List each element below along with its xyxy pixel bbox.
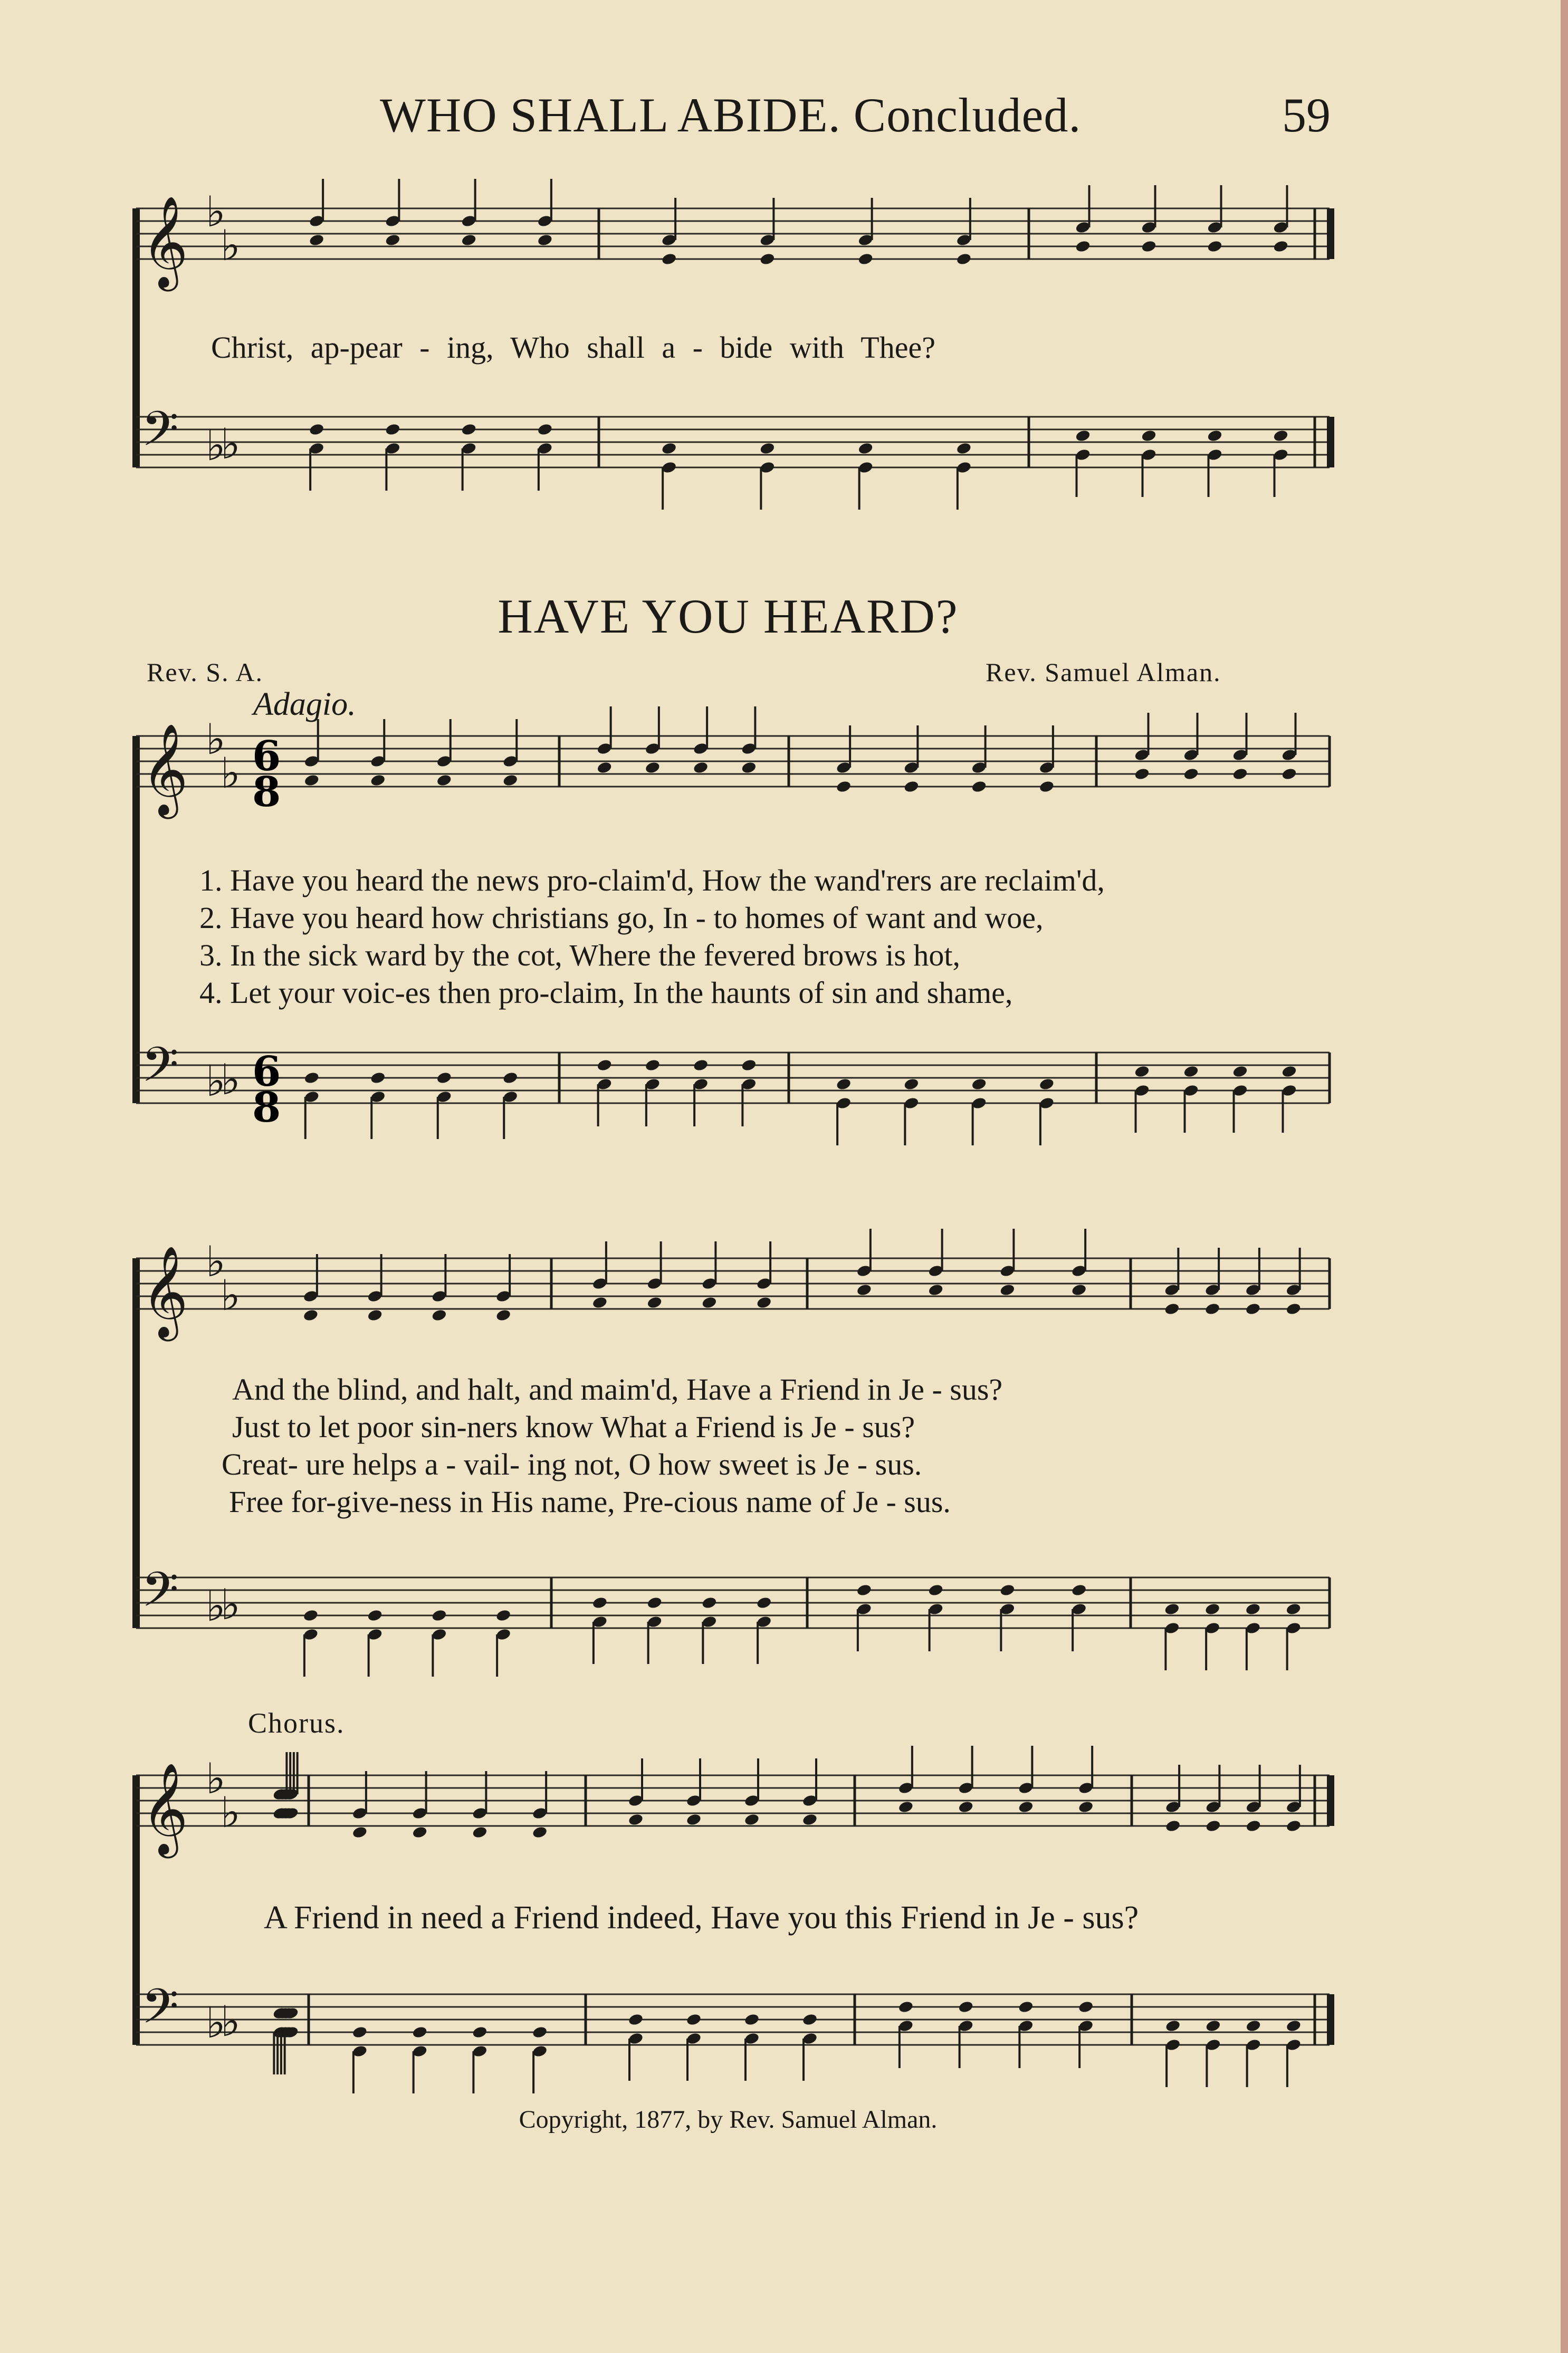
bass-key-flat: ♭: [221, 1055, 241, 1104]
verse-line-4a: 4. Let your voic-es then pro-claim, In the haunts of sin and shame,: [199, 975, 1013, 1010]
verse-line-4b: Free for-give-ness in His name, Pre-cious name of Je - sus.: [229, 1485, 951, 1519]
treble-clef: 𝄞: [141, 196, 188, 288]
bass-clef: 𝄢: [141, 1562, 179, 1629]
verse-line-1a: 1. Have you heard the news pro-claim'd, How the wand'rers are reclaim'd,: [199, 863, 1105, 897]
treble-key-flat: ♭: [206, 187, 226, 236]
page-number: 59: [1282, 88, 1331, 142]
running-head: WHO SHALL ABIDE. Concluded.: [380, 88, 1082, 142]
time-signature-bottom-treble: 8: [252, 768, 281, 816]
chorus-lyric: A Friend in need a Friend indeed, Have you this Friend in Je - sus?: [264, 1900, 1139, 1936]
treble-key-flat: ♭: [206, 715, 226, 764]
treble-key-flat: ♭: [221, 1788, 241, 1837]
bass-key-flat: ♭: [206, 1582, 226, 1631]
treble-clef: 𝄞: [141, 723, 188, 815]
verse-line-2a: 2. Have you heard how christians go, In - to homes of want and woe,: [199, 901, 1044, 935]
verse-line-3a: 3. In the sick ward by the cot, Where the fevered brows is hot,: [199, 938, 961, 972]
verse-line-1b: And the blind, and halt, and maim'd, Have a Friend in Je - sus?: [232, 1372, 1003, 1407]
treble-clef: 𝄞: [141, 1246, 188, 1337]
bass-key-flat: ♭: [206, 1998, 226, 2048]
treble-clef: 𝄞: [141, 1763, 188, 1854]
treble-key-flat: ♭: [221, 749, 241, 798]
verse-line-2b: Just to let poor sin-ners know What a Friend is Je - sus?: [232, 1410, 915, 1444]
time-signature-top-treble: 6: [252, 732, 281, 780]
bass-key-flat: ♭: [206, 421, 226, 470]
bass-key-flat: ♭: [221, 1580, 241, 1629]
bass-clef: 𝄢: [141, 1037, 179, 1104]
bass-key-flat: ♭: [206, 1057, 226, 1106]
treble-key-flat: ♭: [206, 1754, 226, 1803]
copyright-line: Copyright, 1877, by Rev. Samuel Alman.: [519, 2106, 938, 2134]
treble-key-flat: ♭: [206, 1237, 226, 1286]
bass-key-flat: ♭: [221, 1997, 241, 2046]
bass-key-flat: ♭: [221, 419, 241, 468]
composer-credit: Rev. Samuel Alman.: [986, 657, 1221, 687]
bass-clef: 𝄢: [141, 401, 179, 468]
lyricist-credit: Rev. S. A.: [147, 657, 263, 687]
time-signature-top-bass: 6: [252, 1048, 281, 1096]
treble-key-flat: ♭: [221, 1271, 241, 1320]
tempo-marking: Adagio.: [253, 686, 356, 722]
chorus-label: Chorus.: [248, 1707, 345, 1739]
bass-clef: 𝄢: [141, 1978, 179, 2046]
song-title: HAVE YOU HEARD?: [498, 589, 959, 643]
treble-key-flat: ♭: [221, 221, 241, 270]
first-song-lyric: Christ, ap-pear - ing, Who shall a - bide with Thee?: [211, 330, 935, 365]
verse-line-3b: Creat- ure helps a - vail- ing not, O how sweet is Je - sus.: [222, 1447, 922, 1481]
time-signature-bottom-bass: 8: [252, 1084, 281, 1132]
